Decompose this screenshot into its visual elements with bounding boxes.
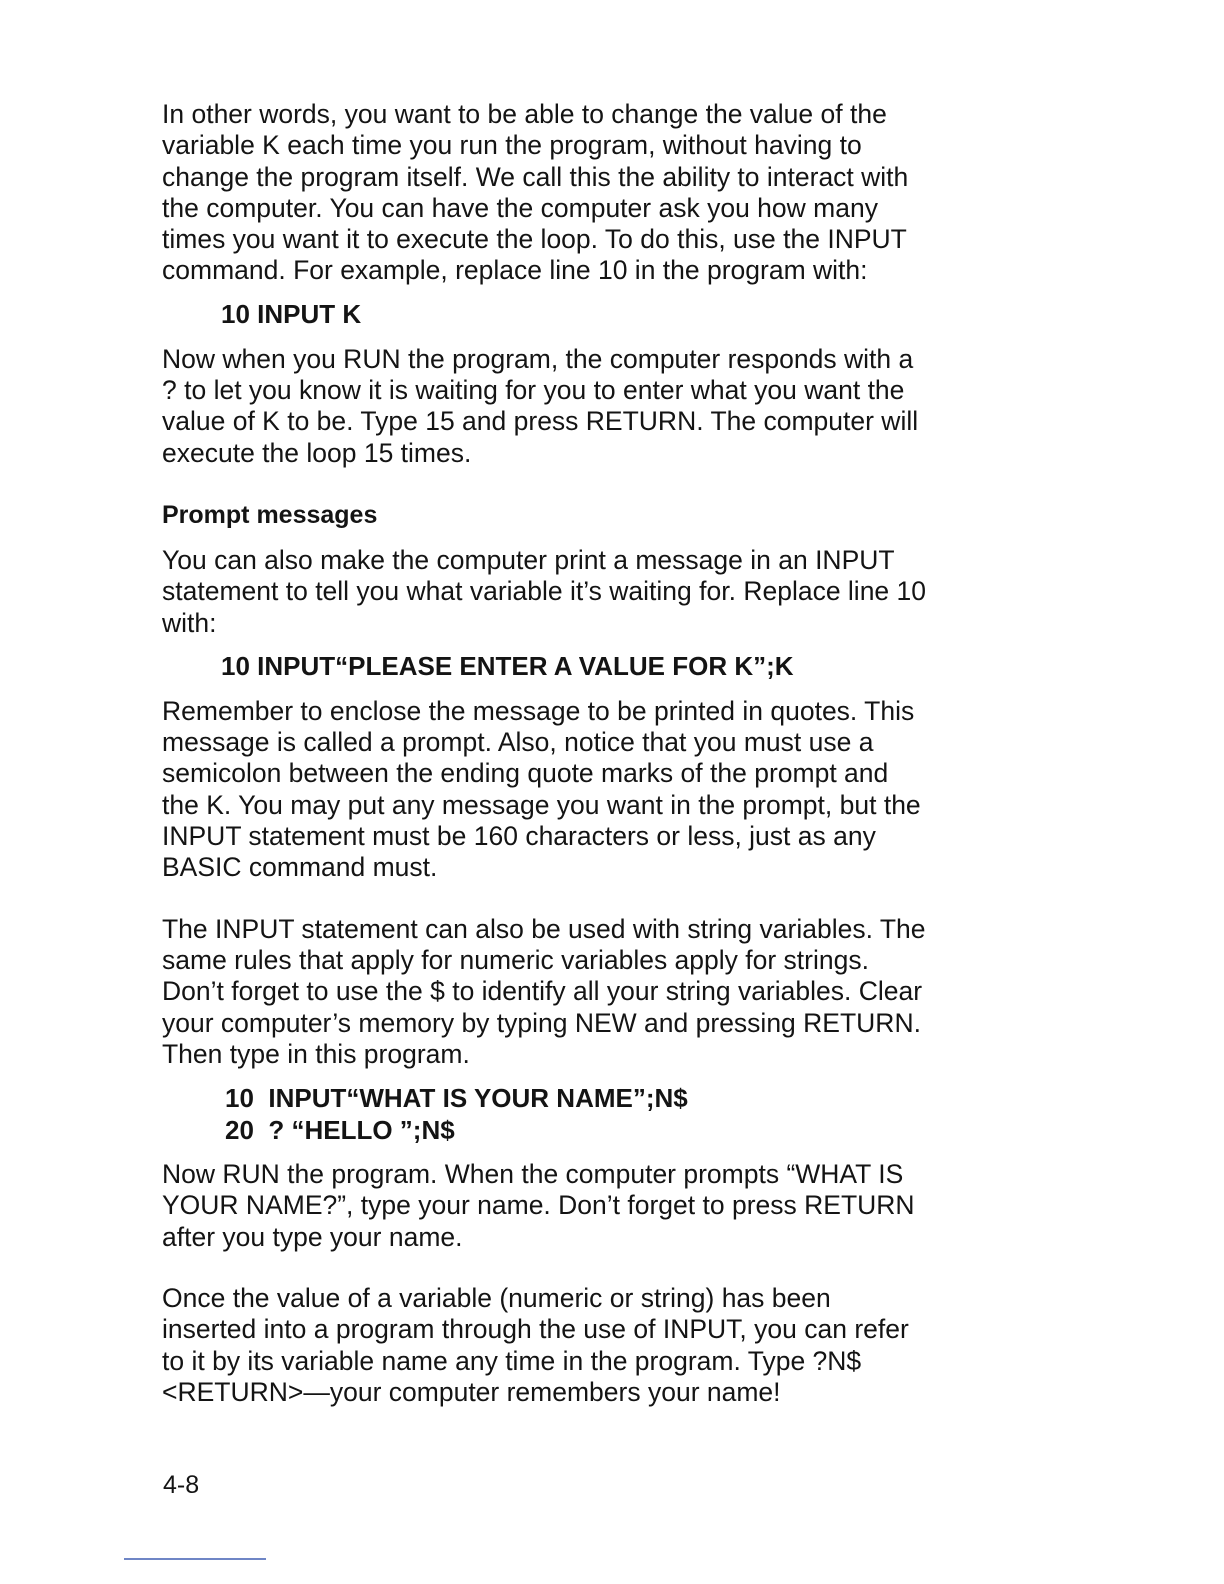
text-line: semicolon between the ending quote marks of the prompt and [162, 758, 889, 789]
text-line: ? to let you know it is waiting for you to enter what you want the [162, 375, 905, 406]
text-line: YOUR NAME?”, type your name. Don’t forget to press RETURN [162, 1190, 915, 1221]
text-line: message is called a prompt. Also, notice that you must use a [162, 727, 874, 758]
text-line: Once the value of a variable (numeric or string) has been [162, 1283, 831, 1314]
text-line: Don’t forget to use the $ to identify all your string variables. Clear [162, 976, 923, 1007]
text-line: Now RUN the program. When the computer prompts “WHAT IS [162, 1159, 904, 1190]
text-line: execute the loop 15 times. [162, 437, 472, 468]
text-line: Remember to enclose the message to be printed in quotes. This [162, 695, 915, 726]
code-example-name-program [225, 1082, 1022, 1146]
text-line: INPUT statement must be 160 characters or less, just as any [162, 821, 876, 852]
text-line: inserted into a program through the use of INPUT, you can refer [162, 1314, 909, 1345]
code-example-input-k: 10 INPUT K [221, 298, 362, 329]
text-line: your computer’s memory by typing NEW and pressing RETURN. [162, 1007, 921, 1038]
paragraph-run-program [162, 344, 1022, 469]
text-line: You can also make the computer print a message in an INPUT [162, 544, 895, 575]
paragraph-string-variables [162, 914, 1022, 1070]
paragraph-prompt-intro [162, 545, 1022, 639]
text-line: the K. You may put any message you want in the prompt, but the [162, 789, 921, 820]
section-heading: Prompt messages [162, 500, 378, 529]
text-line: same rules that apply for numeric variables apply for strings. [162, 944, 869, 975]
text-line: with: [162, 607, 217, 638]
paragraph-refer-variable [162, 1283, 1022, 1408]
code-line: 20 ? “HELLO ”;N$ [225, 1115, 455, 1146]
paragraph-run-name [162, 1159, 1022, 1253]
footer-rule [124, 1558, 266, 1560]
text-line: the computer. You can have the computer ask you how many [162, 192, 878, 223]
text-line: variable K each time you run the program, without having to [162, 130, 862, 161]
text-line: value of K to be. Type 15 and press RETURN. The computer will [162, 406, 919, 437]
code-example-input-prompt: 10 INPUT“PLEASE ENTER A VALUE FOR K”;K [221, 650, 794, 681]
text-line: change the program itself. We call this the ability to interact with [162, 161, 909, 192]
text-line: BASIC command must. [162, 852, 438, 883]
code-line: 10 INPUT“WHAT IS YOUR NAME”;N$ [225, 1083, 688, 1114]
text-line: times you want it to execute the loop. To do this, use the INPUT [162, 224, 907, 255]
paragraph-interact [162, 99, 1022, 287]
text-line: after you type your name. [162, 1221, 463, 1252]
text-line: to it by its variable name any time in the program. Type ?N$ [162, 1345, 862, 1376]
text-line: The INPUT statement can also be used with string variables. The [162, 913, 926, 944]
text-line: In other words, you want to be able to change the value of the [162, 99, 887, 129]
paragraph-quotes [162, 696, 1022, 884]
text-line: Then type in this program. [162, 1038, 470, 1069]
text-line: statement to tell you what variable it’s waiting for. Replace line 10 [162, 576, 927, 607]
text-line: <RETURN>—your computer remembers your name! [162, 1376, 781, 1407]
text-line: command. For example, replace line 10 in the program with: [162, 255, 868, 286]
document-page [162, 99, 1022, 1408]
text-line: Now when you RUN the program, the computer responds with a [162, 343, 914, 374]
page-number: 4-8 [163, 1471, 200, 1499]
